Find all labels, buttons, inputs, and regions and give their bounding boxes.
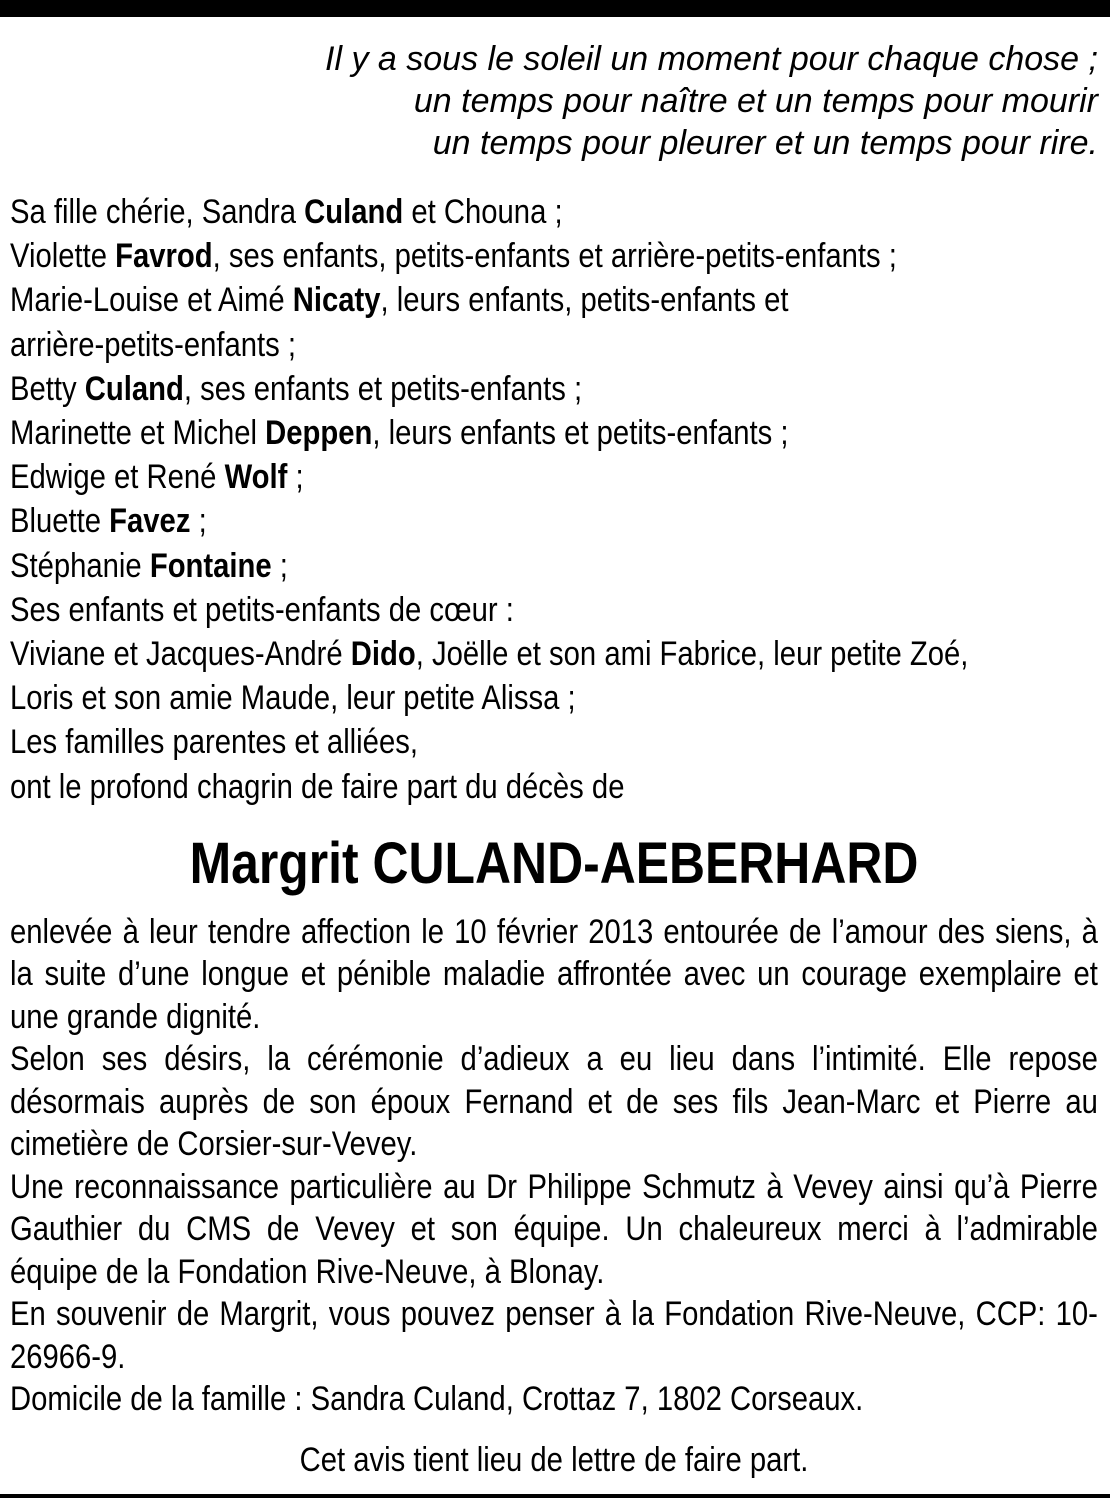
family-line [10, 411, 1098, 455]
epigraph-line: Il y a sous le soleil un moment pour chaque chose ; [325, 40, 1098, 78]
family-surname: Favrod [115, 237, 213, 276]
family-line [10, 499, 1098, 543]
family-surname: Culand [304, 193, 404, 231]
family-line [10, 234, 1098, 278]
body-paragraph: Une reconnaissance particulière au Dr Philippe Schmutz à Vevey ainsi qu’à Pierre Gauthier du CMS de Vevey et son équipe. Un chaleureux merci à l’admirable équipe de la Fondation Rive-Neuve, à Blonay. [10, 1167, 1098, 1291]
family-text: ; [287, 458, 304, 497]
epigraph-line: un temps pour pleurer et un temps pour rire. [432, 124, 1098, 162]
top-border-rule [0, 0, 1110, 17]
family-text: Edwige et René [10, 458, 225, 497]
family-line [10, 455, 1098, 499]
family-line [10, 632, 1098, 676]
family-text: , leurs enfants, petits-enfants et [380, 281, 789, 320]
family-text: Betty [10, 369, 85, 408]
family-text: ; [271, 546, 288, 585]
body-paragraph: Selon ses désirs, la cérémonie d’adieux a eu lieu dans l’intimité. Elle repose désormais auprès de son époux Fernand et de ses fils Jean-Marc et Pierre au cimetière de Corsier-sur-Vevey. [10, 1040, 1098, 1164]
epigraph [10, 38, 1098, 164]
epigraph-line: un temps pour naître et un temps pour mourir [413, 82, 1098, 120]
family-line: Ses enfants et petits-enfants de cœur : [10, 590, 514, 629]
family-line [10, 367, 1098, 411]
death-notice [10, 38, 1098, 1481]
family-text: Marinette et Michel [10, 414, 266, 453]
family-surname: Deppen [265, 414, 373, 453]
family-text: Violette [10, 237, 116, 276]
family-text: Viviane et Jacques-André [10, 635, 351, 674]
bottom-border-rule [0, 1494, 1110, 1498]
body-paragraph: Domicile de la famille : Sandra Culand, Crottaz 7, 1802 Corseaux. [10, 1380, 864, 1419]
family-text: ; [190, 502, 207, 541]
family-text: , ses enfants et petits-enfants ; [183, 369, 583, 408]
family-text: , ses enfants, petits-enfants et arrière-petits-enfants ; [212, 237, 897, 276]
family-text: Stéphanie [10, 546, 150, 585]
family-surname: Culand [84, 369, 184, 408]
family-line [10, 190, 1098, 234]
family-text: Sa fille chérie, Sandra [10, 193, 305, 231]
closing-line: Cet avis tient lieu de lettre de faire part. [299, 1440, 809, 1479]
family-line [10, 544, 1098, 588]
family-text: et Chouna ; [403, 193, 563, 231]
family-text: , Joëlle et son ami Fabrice, leur petite Zoé, [415, 635, 969, 674]
family-line [10, 278, 1098, 322]
family-surname: Dido [350, 635, 416, 674]
family-line: arrière-petits-enfants ; [10, 325, 297, 364]
body-paragraph: En souvenir de Margrit, vous pouvez penser à la Fondation Rive-Neuve, CCP: 10-26966-9. [10, 1295, 1098, 1376]
family-text: , leurs enfants et petits-enfants ; [372, 414, 789, 453]
family-surname: Fontaine [149, 546, 272, 585]
family-line: Les familles parentes et alliées, [10, 723, 418, 762]
family-text: Marie-Louise et Aimé [10, 281, 293, 320]
deceased-name: Margrit CULAND-AEBERHARD [189, 830, 919, 896]
family-line: Loris et son amie Maude, leur petite Alissa ; [10, 679, 576, 718]
notice-body [10, 911, 1098, 1421]
body-paragraph: enlevée à leur tendre affection le 10 février 2013 entourée de l’amour des siens, à la suite d’une longue et pénible maladie affrontée avec un courage exemplaire et une grande dignité. [10, 912, 1098, 1036]
family-list [10, 190, 1098, 809]
family-surname: Wolf [224, 458, 288, 497]
family-text: Bluette [10, 502, 110, 541]
family-surname: Nicaty [292, 281, 381, 320]
family-line: ont le profond chagrin de faire part du décès de [10, 767, 625, 806]
family-surname: Favez [109, 502, 191, 541]
